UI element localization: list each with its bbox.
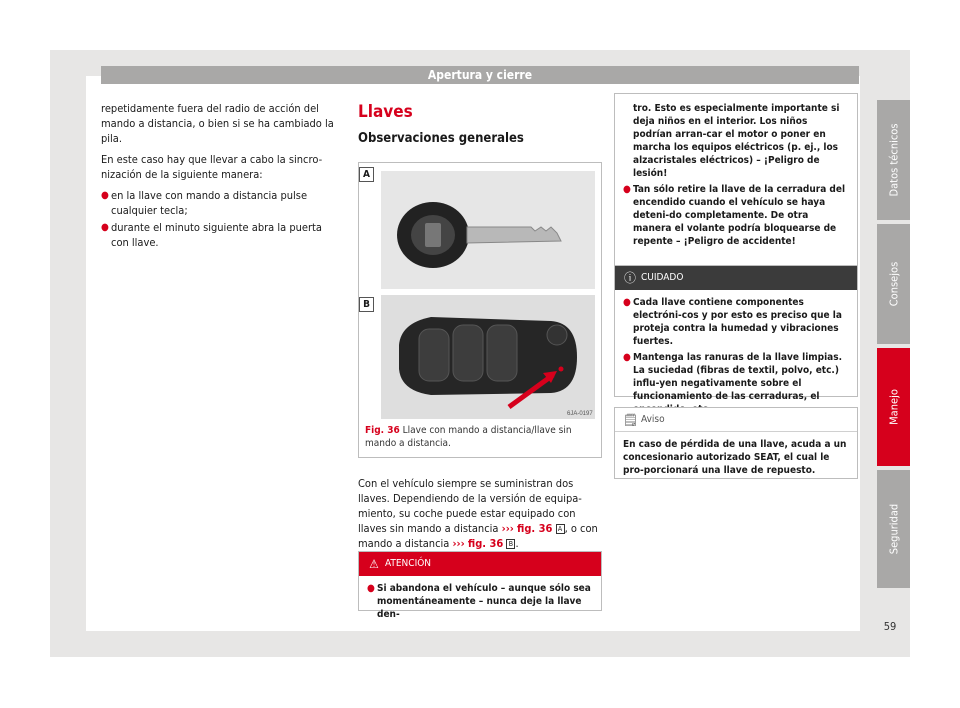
page-number: 59 bbox=[883, 620, 897, 633]
warning-box-atencion-continued bbox=[614, 93, 858, 283]
notice-box-cuidado bbox=[614, 265, 858, 402]
body-paragraph: Con el vehículo siempre se suministran dos llaves. Dependiendo de la versión de equipa-miento, su coche puede estar equipado con llaves sin mando a distancia ››› fig. 36 A , o con mando a distancia ››› fig. 36 B . bbox=[358, 477, 598, 550]
note-icon: 🗒 bbox=[623, 413, 639, 427]
figure-label-icon-a: A bbox=[556, 524, 565, 534]
bullet-item: tro. Esto es especialmente importante si deja niños en el interior. Los niños podrían arran-car el motor o poner en marcha los equipos eléctricos (p. ej., los alzacristales eléctricos) – ¡Peligro de lesión! bbox=[633, 103, 840, 179]
bullet-icon: ● bbox=[101, 190, 109, 201]
aviso-header: 🗒 Aviso bbox=[615, 408, 857, 432]
section-title: Llaves bbox=[358, 102, 413, 122]
figure-reference-link[interactable]: fig. 36 bbox=[467, 537, 504, 550]
column-1 bbox=[101, 101, 341, 252]
tab-seguridad[interactable]: Seguridad bbox=[877, 470, 910, 588]
bullet-icon: ● bbox=[367, 583, 375, 594]
figure-label-a: A bbox=[359, 167, 374, 182]
info-box-aviso: 🗒 Aviso En caso de pérdida de una llave, acuda a un concesionario autorizado SEAT, el cual le pro-porcionará una llave de repuesto. bbox=[614, 407, 858, 479]
ref-arrow: ››› bbox=[501, 522, 514, 535]
tab-consejos[interactable]: Consejos bbox=[877, 224, 910, 344]
figure-label-icon-b: B bbox=[506, 539, 515, 549]
bullet-item: ● en la llave con mando a distancia pulse cualquier tecla; bbox=[101, 189, 308, 217]
figure-caption: Fig. 36 Llave con mando a distancia/llave sin mando a distancia. bbox=[365, 425, 572, 449]
key-image-b bbox=[381, 295, 595, 419]
ref-arrow: ››› bbox=[452, 537, 465, 550]
section-subtitle: Observaciones generales bbox=[358, 131, 524, 146]
column-2-header bbox=[358, 101, 602, 147]
figure-number: Fig. 36 bbox=[365, 425, 400, 436]
notice-header: ⓘ CUIDADO bbox=[615, 266, 857, 290]
bullet-item: ● Tan sólo retire la llave de la cerradura del encendido cuando el vehículo se haya deteni-do completamente. De otra manera el volante podría bloquearse de repente – ¡Peligro de accidente! bbox=[623, 184, 846, 247]
bullet-icon: ● bbox=[623, 184, 631, 195]
paragraph: En este caso hay que llevar a cabo la sincro-nización de la siguiente manera: bbox=[101, 153, 323, 181]
figure-label-b: B bbox=[359, 297, 374, 312]
bullet-item: ● Si abandona el vehículo – aunque sólo sea momentáneamente – nunca deje la llave den- bbox=[367, 583, 591, 620]
info-circle-icon: ⓘ bbox=[623, 271, 636, 285]
paragraph: repetidamente fuera del radio de acción del mando a distancia, o bien si se ha cambiado la pila. bbox=[101, 102, 334, 145]
tab-datos-tecnicos[interactable]: Datos técnicos bbox=[877, 100, 910, 220]
warning-header: ⚠ ATENCIÓN bbox=[359, 552, 601, 576]
warning-triangle-icon: ⚠ bbox=[369, 557, 379, 571]
bullet-icon: ● bbox=[101, 222, 109, 233]
bullet-icon: ● bbox=[623, 297, 631, 308]
figure-36 bbox=[358, 162, 602, 458]
key-image-a bbox=[381, 171, 595, 289]
figure-reference-link[interactable]: fig. 36 bbox=[517, 522, 553, 535]
bullet-icon: ● bbox=[623, 352, 631, 363]
warning-box-atencion bbox=[358, 551, 602, 620]
bullet-item: ● Cada llave contiene componentes electróni-cos y por esto es preciso que la proteja contra la humedad y vibraciones fuertes. bbox=[623, 297, 842, 347]
tab-manejo[interactable]: Manejo bbox=[877, 348, 910, 466]
figure-code: 6JA-0197 bbox=[567, 411, 593, 417]
chapter-header: Apertura y cierre bbox=[101, 66, 859, 84]
bullet-item: ● Mantenga las ranuras de la llave limpias. La suciedad (fibras de textil, polvo, etc.) influ-yen negativamente sobre el funcionamiento de las cerraduras, el bbox=[623, 351, 849, 416]
bullet-item: ● durante el minuto siguiente abra la puerta con llave. bbox=[101, 221, 322, 249]
